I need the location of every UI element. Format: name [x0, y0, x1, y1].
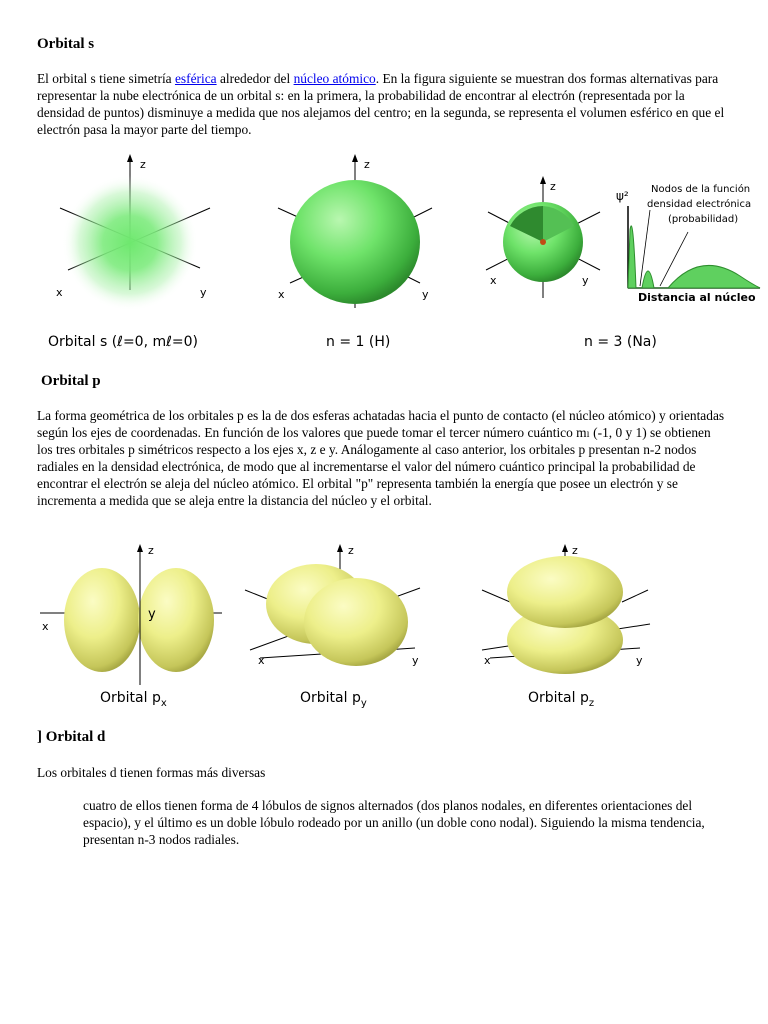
orbital-pz-diagram — [482, 544, 650, 674]
axis-label-z: z — [148, 544, 154, 557]
radial-density-graph — [616, 183, 760, 304]
axis-label-x: x — [42, 620, 49, 633]
nodes-label-2: densidad electrónica — [647, 199, 752, 210]
axis-label-x: x — [258, 654, 265, 667]
paragraph-s-text-2: alrededor del — [216, 71, 294, 86]
caption-orbital-pz: Orbital $p_z$ — [528, 690, 595, 709]
section-title-p: Orbital p — [41, 373, 101, 389]
axis-label-x: x — [490, 274, 497, 287]
orbital-px-diagram — [40, 544, 222, 685]
paragraph-p: La forma geométrica de los orbitales p es la de dos esferas achatadas hacia el punto de contacto (el núcleo atómico) y orientadas según los ejes de coordenadas. En función de los valores que puede tomar el tercer número cuántico mₗ (-1, 0 y 1) se obtienen los tres orbitales p simétricos respecto a los ejes x, z e y. Análogamente al caso anterior, los orbitales p presentan n-2 nodos radiales en la densidad electrónica, de modo que al incrementarse el valor del número cuántico principal la probabilidad de encontrar el electrón se aleja del núcleo atómico. El orbital "p" representa también la energía que posee un electrón y se incrementa a medida que se aleja entre la distancia del núcleo y el orbital. — [37, 408, 725, 508]
axis-label-z: z — [550, 180, 556, 193]
psi-squared-label: ψ² — [616, 189, 629, 203]
blockquote-d: cuatro de ellos tienen forma de 4 lóbulos de signos alternados (dos planos nodales, en diferentes orientaciones del espacio), y el último es un doble lóbulo rodeado por un anillo (un doble cono nodal). Siguiendo la misma tendencia, presentan n-3 nodos radiales. — [83, 798, 705, 847]
axis-label-z: z — [348, 544, 354, 557]
caption-orbital-s: Orbital s (ℓ=0, mℓ=0) — [48, 334, 199, 350]
axis-label-z: z — [140, 158, 146, 171]
figure-orbital-s — [0, 150, 768, 360]
paragraph-s-text-3: . En la figura siguiente se muestran dos formas alternativas para representar la nube electrónica de un orbital s: en la primera, la probabilidad de encontrar al electrón (representada por la densidad de puntos) disminuye a medida que nos alejamos del centro; en la segunda, se representa el volumen esférico en que el electrón pasa la mayor parte del tiempo. — [37, 71, 725, 137]
axis-label-z: z — [572, 544, 578, 557]
caption-orbital-py: Orbital $p_y$ — [300, 690, 367, 709]
figure-orbital-p — [0, 540, 768, 710]
electron-cloud-diagram — [56, 154, 210, 311]
distance-label: Distancia al núcleo — [638, 291, 756, 304]
axis-label-y: y — [200, 286, 207, 299]
axis-label-z: z — [364, 158, 370, 171]
section-title-s: Orbital s — [37, 36, 95, 52]
paragraph-s-text-1: El orbital s tiene simetría — [37, 71, 175, 86]
axis-label-y: y — [412, 654, 419, 667]
nodes-label-1: Nodos de la función — [651, 184, 751, 195]
caption-orbital-px: Orbital $p_x$ — [100, 690, 167, 709]
axis-label-y: y — [422, 288, 429, 301]
sphere-n3-cutaway-diagram — [486, 176, 600, 298]
nodes-label-3: (probabilidad) — [668, 214, 739, 225]
paragraph-d-intro: Los orbitales d tienen formas más diversas — [37, 765, 266, 780]
axis-label-x: x — [56, 286, 63, 299]
caption-n3: n = 3 (Na) — [584, 334, 657, 350]
link-esferica[interactable]: esférica — [174, 71, 217, 86]
axis-label-y: y — [636, 654, 643, 667]
axis-label-y: y — [582, 274, 589, 287]
caption-n1: n = 1 (H) — [326, 334, 391, 350]
paragraph-s — [37, 70, 727, 138]
section-title-d: ] Orbital d — [37, 729, 106, 745]
sphere-n1-diagram — [278, 154, 432, 308]
axis-label-y: y — [148, 607, 156, 622]
orbital-py-diagram — [245, 544, 420, 667]
axis-label-x: x — [278, 288, 285, 301]
axis-label-x: x — [484, 654, 491, 667]
link-nucleo-atomico[interactable]: núcleo atómico — [293, 71, 376, 86]
